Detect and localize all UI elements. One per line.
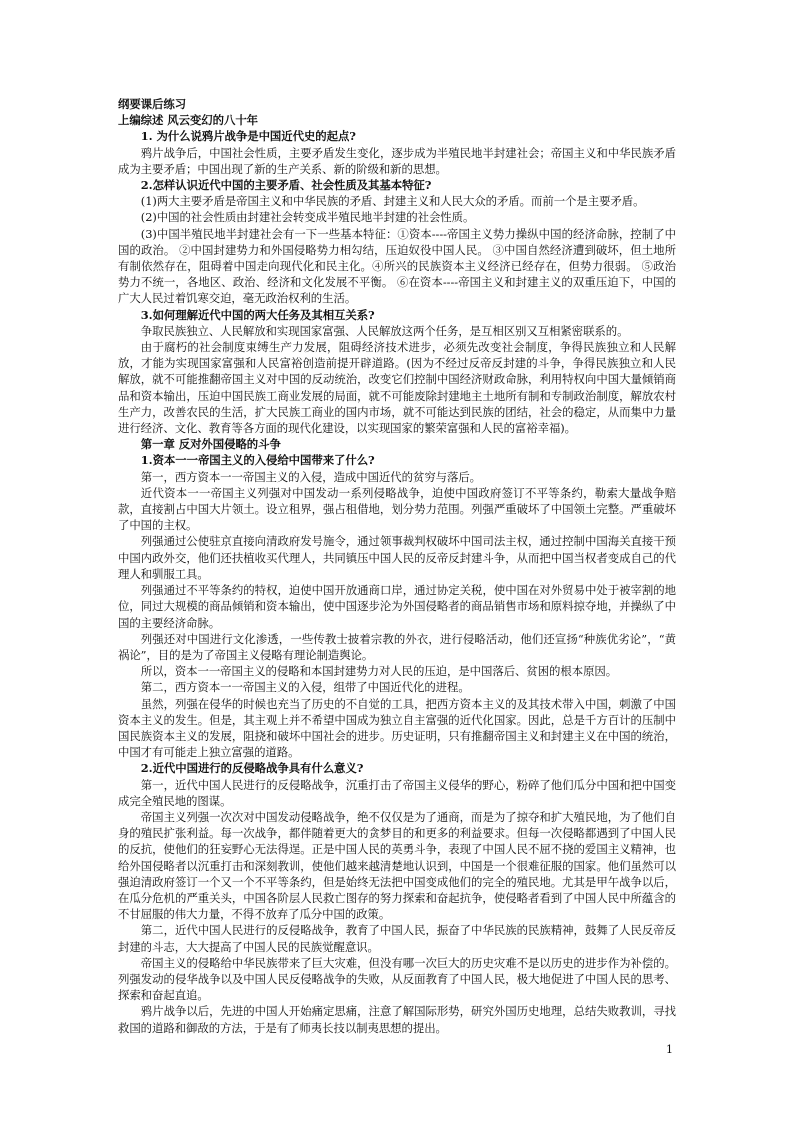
paragraph: (1)两大主要矛盾是帝国主义和中华民族的矛盾、封建主义和人民大众的矛盾。而前一个是主要矛盾。 [140,194,645,209]
paragraph: 列强通过公使驻京直接向清政府发号施令，通过领事裁判权破坏中国司法主权，通过控制中国海关直接干预中国内政外交，他们还扶植收买代理人，共同镇压中国人民的反帝反封建斗争，从而把中国当权者变成自己的代理人和驯服工具。 [118,534,676,581]
question-heading: 3.如何理解近代中国的两大任务及其相互关系? [140,307,375,322]
question-heading: 2.怎样认识近代中国的主要矛盾、社会性质及其基本特征? [140,178,432,193]
page-number: 1 [666,1043,673,1056]
paragraph: 列强还对中国进行文化渗透，一些传教士披着宗教的外衣，进行侵略活动，他们还宣扬“种族优劣论”，“黄祸论”，目的是为了帝国主义侵略有理论制造舆论。 [118,631,676,662]
paragraph: (3)中国半殖民地半封建社会有一下一些基本特征：①资本----帝国主义势力操纵中国的经济命脉，控制了中国的政治。 ②中国封建势力和外国侵略势力相勾结，压迫奴役中国人民。 ③中国自然经济遭到破坏，但土地所有制依然存在，阻碍着中国走向现代化和民主化。④所兴的民族资本主义经济已经存在，但势力很弱。 ⑤政治势力不统一，各地区、政治、经济和文化发展不平衡。 ⑥在资本----帝国主义和封建主义的双重压迫下，中国的广大人民过着饥寒交迫，毫无政治权利的生活。 [118,226,676,306]
chapter-title: 第一章 反对外国侵略的斗争 [140,437,281,452]
paragraph: 第二，西方资本一一帝国主义的入侵，组带了中国近代化的进程。 [140,680,470,695]
paragraph: 帝国主义列强一次次对中国发动侵略战争，绝不仅仅是为了通商，而是为了掠夺和扩大殖民地，为了他们自身的殖民扩张利益。每一次战争，都伴随着更大的贪梦目的和更多的利益要求。但每一次侵略都遇到了中国人民的反抗，使他们的狂妄野心无法得逞。正是中国人民的英勇斗争，表现了中国人民不屈不挠的爱国主义精神，也给外国侵略者以沉重打击和深刻教训，使他们越来越清楚地认识到，中国是一个很难征服的国家。他们虽然可以强迫清政府签订一个又一个不平等条约，但是始终无法把中国变成他们的完全的殖民地。尤其是甲午战争以后，在瓜分危机的严重关头，中国各阶层人民救亡图存的努力探索和奋起抗争，使侵略者看到了中国人民中所蕴含的不甘屈服的伟大力量，不得不放弃了瓜分中国的政策。 [118,809,676,922]
paragraph: 近代资本一一帝国主义列强对中国发动一系列侵略战争，迫使中国政府签订不平等条约，勒索大量战争赔款，直接割占中国大片领土。设立租界，强占租借地，划分势力范围。列强严重破坏了中国领土完整。严重破坏了中国的主权。 [118,485,676,533]
paragraph: 第一，近代中国人民进行的反侵略战争，沉重打击了帝国主义侵华的野心，粉碎了他们瓜分中国和把中国变成完全殖民地的图谋。 [118,777,676,808]
paragraph: 第二，近代中国人民进行的反侵略战争，教育了中国人民，振奋了中华民族的民族精神，鼓舞了人民反帝反封建的斗志，大大提高了中国人民的民族觉醒意识。 [118,923,676,954]
question-heading: 1.资本一一帝国主义的入侵给中国带来了什么? [140,453,375,468]
paragraph: 争取民族独立、人民解放和实现国家富强、人民解放这两个任务，是互相区别又互相紧密联系的。 [140,323,629,338]
question-heading: 2.近代中国进行的反侵略战争具有什么意义? [140,761,364,776]
doc-title: 纲要课后练习 [118,97,187,111]
document-page [118,96,676,1036]
paragraph: 帝国主义的侵略给中华民族带来了巨大灾难，但没有哪一次巨大的历史灾难不是以历史的进步作为补偿的。列强发动的侵华战争以及中国人民反侵略战争的失败，从反面教育了中国人民，极大地促进了中国人民的思考、探索和奋起直追。 [118,955,676,1003]
paragraph: 鸦片战争以后，先进的中国人开始痛定思痛，注意了解国际形势，研究外国历史地理，总结失败教训，寻找救国的道路和御敌的方法，于是有了师夷长技以制夷思想的提出。 [118,1004,676,1035]
paragraph: (2)中国的社会性质由封建社会转变成半殖民地半封建的社会性质。 [140,210,475,225]
question-heading: 1. 为什么说鸦片战争是中国近代史的起点? [140,129,356,144]
paragraph: 鸦片战争后，中国社会性质，主要矛盾发生变化，逐步成为半殖民地半封建社会；帝国主义和中华民族矛盾成为主要矛盾；中国出现了新的生产关系、新的阶级和新的思想。 [118,145,676,176]
paragraph: 由于腐朽的社会制度束缚生产力发展，阻碍经济技术进步，必须先改变社会制度，争得民族独立和人民解放，才能为实现国家富强和人民富裕创造前提开辟道路。(因为不经过反帝反封建的斗争，争得民族独立和人民解放，就不可能推翻帝国主义对中国的反动统治，改变它们控制中国经济财政命脉，利用特权向中国大量倾销商品和资本输出，压迫中国民族工商业发展的局面，就不可能废除封建地主土地所有制和专制政治制度，解放农村生产力，改善农民的生活，扩大民族工商业的国内市场，就不可能达到民族的团结，社会的稳定，从而集中力量进行经济、文化、教育等各方面的现代化建设，以实现国家的繁荣富强和人民的富裕幸福)。 [118,340,676,436]
paragraph: 第一，西方资本一一帝国主义的入侵，造成中国近代的贫穷与落后。 [140,469,482,484]
paragraph: 列强通过不平等条约的特权，迫使中国开放通商口岸，通过协定关税，使中国在对外贸易中处于被宰割的地位，同过大规模的商品倾销和资本输出，使中国逐步沦为外国侵略者的商品销售市场和原料掠夺地，并操纵了中国的主要经济命脉。 [118,583,676,630]
paragraph: 所以，资本一一帝国主义的侵略和本国封建势力对人民的压迫，是中国落后、贫困的根本原因。 [140,664,618,679]
paragraph: 虽然，列强在侵华的时候也充当了历史的不自觉的工具，把西方资本主义的及其技术带入中国，刺激了中国资本主义的发生。但是，其主观上并不希望中国成为独立自主富强的近代化国家。因此，总是千方百计的压制中国民族资本主义的发展，阻挠和破坏中国社会的进步。历史证明，只有推翻帝国主义和封建主义在中国的统治，中国才有可能走上独立富强的道路。 [118,696,676,760]
part-title: 上编综述 风云变幻的八十年 [118,113,259,128]
